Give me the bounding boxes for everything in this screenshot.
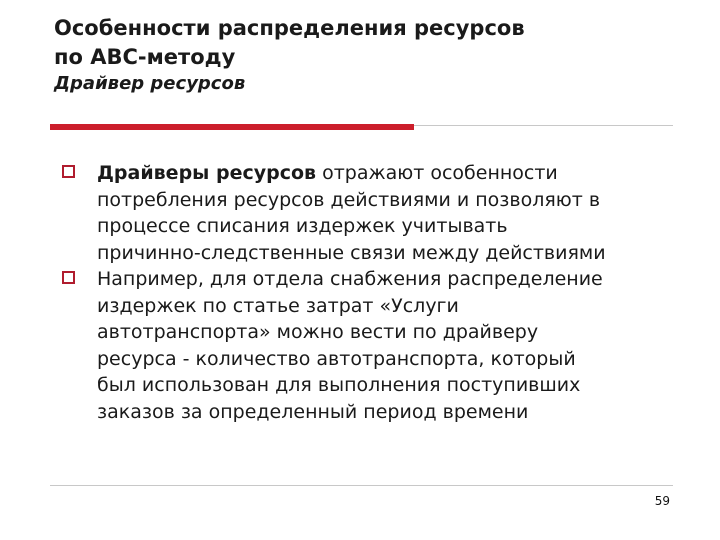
bullet-2-line-3: автотранспорта» можно вести по драйверу: [97, 321, 539, 343]
bullet-1-line-2: потребления ресурсов действиями и позволяют в: [97, 188, 601, 211]
slide-title-line-1: Особенности распределения ресурсов: [54, 16, 525, 40]
bullet-1-line-3: процессе списания издержек учитывать: [97, 215, 508, 237]
bullet-1-line-1: [97, 160, 712, 187]
bullet-1-line-1-rest: отражают особенности: [316, 162, 558, 184]
accent-bar: [50, 124, 414, 130]
square-bullet-icon: [62, 165, 75, 178]
title-block: [54, 14, 674, 97]
bullet-2-line-2: издержек по статье затрат «Услуги: [97, 294, 459, 317]
bullet-text-2: [97, 266, 712, 425]
bullet-list: [62, 160, 712, 425]
square-bullet-icon: [62, 271, 75, 284]
page-number: 59: [654, 494, 670, 508]
bullet-2-line-4: ресурса - количество автотранспорта, который: [97, 347, 576, 370]
bullet-2-line-5: был использован для выполнения поступивших: [97, 374, 581, 396]
bullet-item-1: [62, 160, 712, 266]
bullet-item-2: [62, 266, 712, 425]
bullet-1-line-4: причинно-следственные связи между действиями: [97, 241, 606, 264]
bullet-text-1: [97, 160, 712, 266]
slide-subtitle: Драйвер ресурсов: [54, 73, 246, 94]
bullet-2-line-1: Например, для отдела снабжения распределение: [97, 268, 603, 290]
bullet-1-bold-term: Драйверы ресурсов: [97, 162, 317, 184]
bottom-divider: [50, 485, 673, 486]
bullet-2-line-6: заказов за определенный период времени: [97, 400, 529, 423]
slide-title-line-2: по АВС-методу: [54, 45, 236, 69]
